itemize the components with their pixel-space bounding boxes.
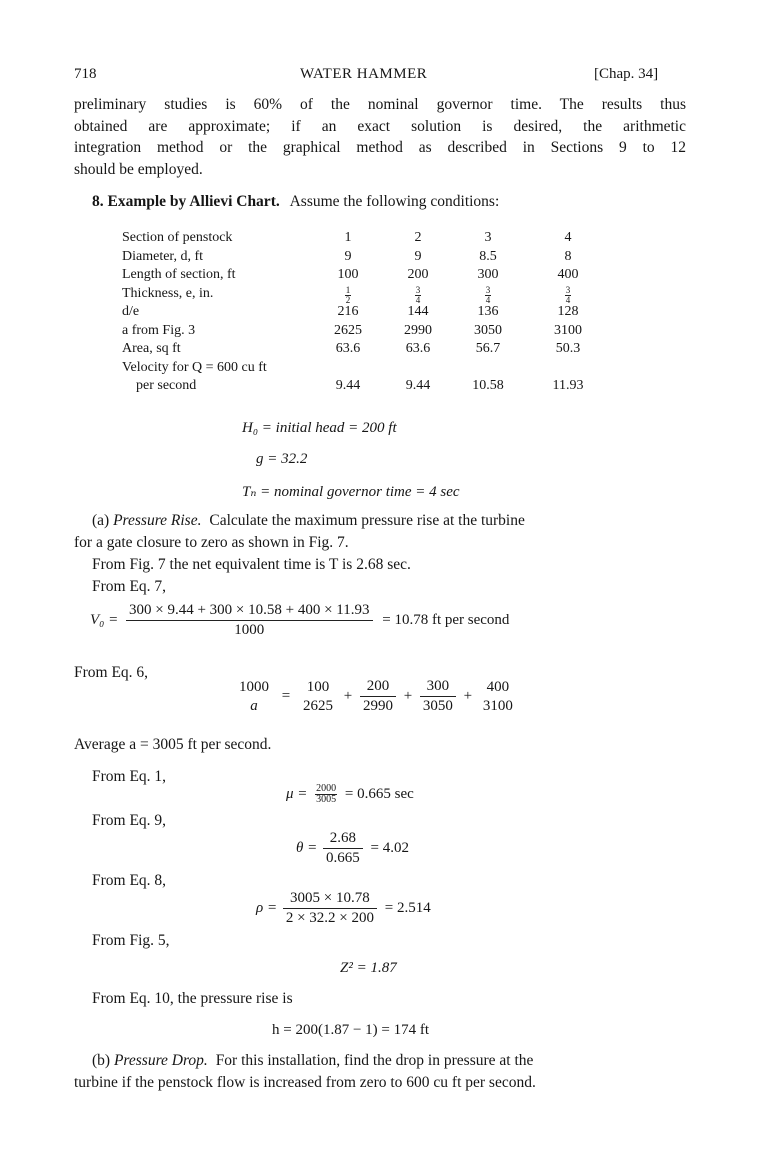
intro-line: preliminary studies is 60% of the nominal governor time. The results thus (74, 96, 686, 113)
rho-denominator: 2 × 32.2 × 200 (285, 910, 374, 926)
table-cell: 100 (337, 267, 359, 282)
part-a-line1 (92, 512, 686, 530)
table-cell: 9.44 (405, 378, 431, 393)
theta-equation (296, 830, 409, 867)
eq6-term-4 (420, 678, 456, 715)
row-label: a from Fig. 3 (122, 322, 196, 338)
gravity: g = 32.2 (256, 451, 308, 467)
row-label: Thickness, e, in. (122, 285, 214, 301)
intro-paragraph (74, 94, 686, 180)
rho-lhs: ρ = (256, 900, 278, 916)
v0-fraction (126, 602, 373, 639)
part-b-text: For this installation, find the drop in pressure at the (215, 1052, 534, 1069)
part-a-label: (a) (92, 512, 110, 529)
table-cell: 1 (344, 230, 352, 245)
table-cell: 3050 (474, 322, 502, 338)
mu-lhs: μ = (286, 786, 308, 802)
mu-fraction (315, 784, 337, 805)
rho-rhs: = 2.514 (384, 900, 431, 916)
eq6-term-3 (360, 678, 396, 715)
average-line: Average a = 3005 ft per second. (74, 736, 272, 753)
eq6-plus: + (343, 688, 353, 704)
fraction: $\frac{3}{4}$ (485, 284, 491, 305)
part-a-text: Calculate the maximum pressure rise at the turbine (209, 512, 525, 529)
eq6-num: 300 (420, 678, 456, 697)
eq9-label: From Eq. 9, (92, 812, 167, 829)
table-cell: 128 (557, 304, 579, 319)
v0-rhs: = 10.78 ft per second (382, 612, 510, 628)
eq6-num: 1000 (239, 678, 269, 695)
table-cell: 2 (414, 230, 422, 245)
table-cell: 200 (407, 267, 429, 282)
fraction: $\frac{3}{4}$ (565, 284, 571, 305)
eq6-term-1 (236, 679, 272, 715)
v0-lhs: V₀ = (90, 612, 119, 628)
row-label: d/e (122, 304, 140, 319)
theta-rhs: = 4.02 (370, 840, 409, 856)
running-title: WATER HAMMER (300, 66, 428, 82)
theta-numerator: 2.68 (323, 830, 363, 849)
page-number: 718 (74, 66, 97, 82)
table-cell: 2990 (404, 322, 432, 338)
table-cell: 9 (344, 248, 352, 264)
table-cell: 300 (477, 267, 499, 282)
z2-value: Z² = 1.87 (340, 960, 397, 976)
table-cell: 9.44 (335, 378, 361, 393)
theta-lhs: θ = (296, 840, 318, 856)
table-cell: 8 (564, 248, 572, 264)
part-b-line1 (92, 1052, 533, 1070)
part-a-title: Pressure Rise. (113, 512, 202, 529)
eq6-den: 2990 (362, 698, 393, 714)
row-label: Velocity for Q = 600 cu ft (122, 359, 267, 375)
section-8-line (92, 193, 499, 211)
eq7-label: From Eq. 7, (92, 578, 167, 595)
fraction: $\frac{3}{4}$ (415, 284, 421, 305)
eq6-den: a (250, 697, 258, 714)
fraction: $\frac{1}{2}$ (345, 284, 351, 305)
table-cell: 56.7 (475, 341, 501, 356)
intro-line: integration method or the graphical method as described in Sections 9 to 12 (74, 139, 686, 156)
table-cell: 8.5 (479, 248, 497, 264)
chapter-label: [Chap. 34] (594, 66, 659, 82)
eq6-den: 3050 (422, 698, 453, 714)
mu-rhs: = 0.665 sec (344, 786, 414, 802)
row-label: Diameter, d, ft (122, 248, 204, 264)
part-b-title: Pressure Drop. (113, 1052, 208, 1069)
table-cell: 63.6 (405, 341, 431, 356)
table-cell: 216 (337, 304, 359, 319)
eq10-line: From Eq. 10, the pressure rise is (92, 990, 293, 1007)
eq6-term-5 (480, 679, 516, 715)
mu-numerator: 2000 (316, 783, 337, 794)
fig5-label: From Fig. 5, (92, 932, 170, 949)
eq8-label: From Eq. 8, (92, 872, 167, 889)
table-cell: 400 (557, 267, 579, 282)
fig7-line: From Fig. 7 the net equivalent time is T is 2.68 sec. (92, 556, 411, 573)
part-a-line2: for a gate closure to zero as shown in Fig. 7. (74, 534, 349, 551)
rho-equation (256, 890, 431, 927)
row-label: Section of penstock (122, 230, 233, 245)
v0-denominator: 1000 (234, 622, 265, 638)
eq6-num: 200 (360, 678, 396, 697)
eq6-den: 2625 (302, 697, 333, 714)
eq6-plus: + (403, 688, 413, 704)
row-label: per second (136, 378, 197, 393)
eq6-plus: + (463, 688, 473, 704)
eq6-term-2 (300, 679, 336, 715)
mu-denominator: 3005 (316, 794, 337, 805)
row-label: Area, sq ft (122, 341, 181, 356)
table-cell (458, 286, 518, 305)
v0-numerator: 300 × 9.44 + 300 × 10.58 + 400 × 11.93 (126, 602, 373, 621)
eq1-label: From Eq. 1, (92, 768, 167, 785)
eq6-label: From Eq. 6, (74, 664, 149, 681)
table-cell: 3 (484, 230, 492, 245)
intro-line: obtained are approximate; if an exact solution is desired, the arithmetic (74, 117, 686, 135)
initial-head: H₀ = initial head = 200 ft (242, 420, 397, 436)
rho-fraction (283, 890, 377, 927)
table-cell (388, 286, 448, 305)
part-b-line2: turbine if the penstock flow is increased from zero to 600 cu ft per second. (74, 1074, 536, 1091)
table-cell: 136 (477, 304, 499, 319)
eq6-equals: = (281, 688, 291, 704)
rho-numerator: 3005 × 10.78 (283, 890, 377, 909)
table-cell: 3100 (554, 322, 582, 338)
theta-denominator: 0.665 (326, 850, 360, 866)
mu-equation (286, 784, 414, 805)
table-cell: 50.3 (555, 341, 581, 356)
eq6-num: 100 (306, 678, 330, 695)
theta-fraction (323, 830, 363, 867)
table-cell: 9 (414, 248, 422, 264)
table-cell: 11.93 (552, 378, 584, 393)
table-cell: 144 (407, 304, 429, 319)
table-cell (538, 286, 598, 305)
eq6-expression (236, 678, 516, 715)
table-cell: 63.6 (335, 341, 361, 356)
table-cell (318, 286, 378, 305)
row-label: Length of section, ft (122, 267, 236, 282)
section-text: Assume the following conditions: (289, 193, 500, 210)
v0-equation (90, 602, 509, 639)
intro-line: should be employed. (74, 160, 203, 178)
eq6-den: 3100 (482, 697, 513, 714)
table-cell: 10.58 (472, 378, 504, 393)
pressure-rise-result: h = 200(1.87 − 1) = 174 ft (272, 1022, 430, 1038)
part-b-label: (b) (92, 1052, 111, 1069)
eq6-num: 400 (486, 678, 510, 695)
table-cell: 2625 (334, 322, 362, 338)
section-heading: 8. Example by Allievi Chart. (92, 193, 280, 210)
governor-time: Tₙ = nominal governor time = 4 sec (242, 484, 460, 500)
table-cell: 4 (564, 230, 572, 245)
